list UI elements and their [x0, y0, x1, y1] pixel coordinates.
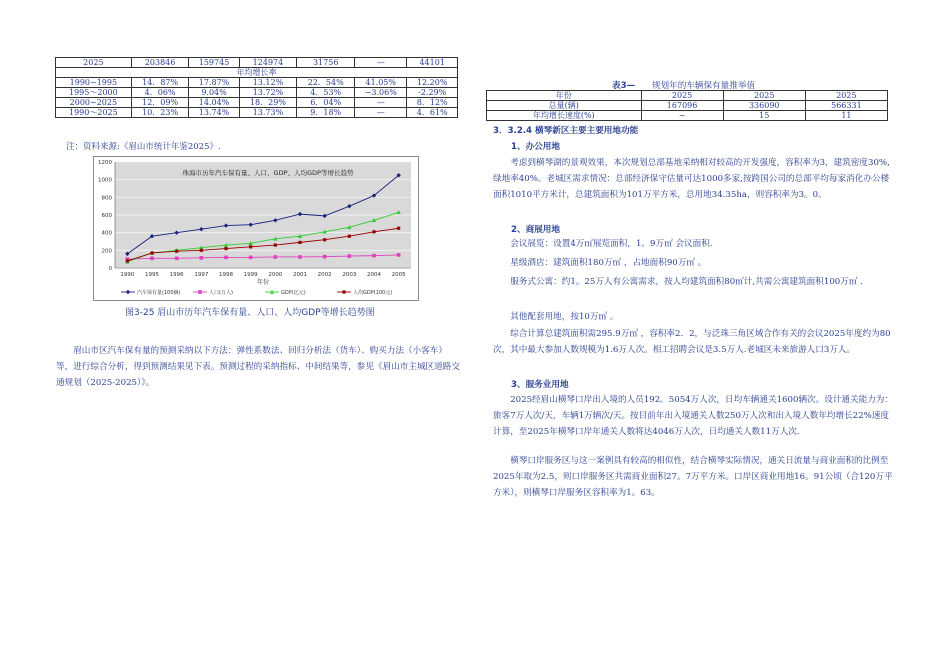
section-heading: 3．3.2.4 横琴新区主要主要用地功能	[493, 126, 639, 136]
table-row	[56, 78, 458, 88]
table-cell: 336090	[723, 101, 805, 111]
legend-label: 汽车保有量(100辆)	[137, 290, 181, 296]
table-cell: 13.74%	[189, 108, 239, 118]
table-cell: 年份	[487, 91, 642, 101]
table-cell: 2000~2025	[56, 98, 132, 108]
table-cell: 566331	[805, 101, 887, 111]
y-tick-label: 400	[101, 230, 112, 237]
data-point	[150, 256, 154, 260]
table-cell: 124974	[239, 58, 297, 68]
table-cell: 1990~1995	[56, 78, 132, 88]
data-point	[249, 245, 252, 248]
x-axis-label: 年份	[256, 279, 270, 286]
data-point	[200, 256, 204, 260]
paragraph-other: 其他配套用地，按10万㎡ 。	[510, 312, 619, 322]
paragraph-service-area: 横琴口岸服务区与这一案例具有较高的相似性，结合横琴实际情况，通关日流量与商业面积的比例至2025年取为2.5，则口岸服务区共需商业面积27。7万平方米。口岸区商业用地16。91公顷（合120万平方米），则横琴口岸服务区容积率为1。63。	[493, 456, 893, 499]
subheading-commerce: 2、商展用地	[511, 225, 560, 235]
table-cell: ~	[641, 111, 723, 121]
table-cell: 6．04%	[297, 98, 355, 108]
table-row	[487, 101, 888, 111]
data-point	[397, 253, 401, 257]
growth-table	[55, 57, 458, 118]
x-tick-label: 2002	[317, 272, 332, 278]
trend-chart-svg	[93, 156, 419, 301]
data-point	[298, 241, 301, 244]
paragraph-convention: 会议展览：设置4万㎡展览面积，1。9万㎡ 会议面积.	[510, 239, 713, 249]
table-cell: 41.05%	[355, 78, 407, 88]
x-tick-label: 2001	[293, 272, 307, 278]
table-cell: 11	[805, 111, 887, 121]
x-tick-label: 2003	[342, 272, 357, 278]
legend-label: 人口(万人)	[209, 290, 233, 296]
y-tick-label: 1200	[98, 160, 112, 166]
data-point	[224, 247, 227, 250]
table-cell: 8．12%	[407, 98, 458, 108]
table-cell: 13.72%	[239, 88, 297, 98]
paragraph-office: 考虑到横琴湖的景观效果，本次规划总部基地采纳相对较高的开发强度，容积率为3，建筑密度30%,绿地率40%。老城区需求情况：总部经济保守估量可达1000多家,按跨国公司的总部平均每家消化办公楼面积1010平方米计，总建筑面积为101万平方米，总用地34.35ha，则容积率为3。0。	[493, 158, 890, 201]
data-point	[274, 243, 277, 246]
data-point	[224, 256, 228, 260]
paragraph-apartment: 服务式公寓：约1。25万人有公寓需求，按人均建筑面积80㎡计,共需公寓建筑面积100万㎡ .	[510, 277, 863, 287]
table-row	[487, 91, 888, 101]
table-cell: 9．18%	[297, 108, 355, 118]
y-tick-label: 600	[101, 213, 112, 219]
table-section-header: 年均增长率	[56, 68, 458, 78]
data-point	[348, 235, 351, 238]
table-title: 规划年的车辆保有量推举值	[651, 81, 756, 91]
table-cell: −3.06%	[355, 88, 407, 98]
table-cell: 1995～2000	[56, 88, 132, 98]
x-tick-label: 1996	[169, 272, 184, 278]
table-cell: 2025	[805, 91, 887, 101]
table-cell: 22．54%	[297, 78, 355, 88]
subheading-service: 3、服务业用地	[511, 380, 569, 390]
y-tick-label: 1000	[98, 177, 112, 184]
table-cell: 12.20%	[407, 78, 458, 88]
x-tick-label: 1998	[219, 272, 233, 278]
table-cell: 14．87%	[131, 78, 189, 88]
table-row	[56, 58, 458, 68]
table-cell: 13.12%	[239, 78, 297, 88]
data-point	[150, 251, 153, 254]
data-point	[397, 227, 400, 230]
x-tick-label: 2004	[367, 272, 381, 278]
data-point	[249, 256, 253, 260]
table-row	[56, 98, 458, 108]
y-tick-label: 0	[108, 266, 112, 272]
paragraph-hotel: 星级酒店：建筑面积180万㎡ ，占地面积90万㎡ 。	[510, 258, 707, 268]
table-cell: 4．61%	[407, 108, 458, 118]
y-tick-label: 800	[101, 195, 112, 202]
legend-label: 人均GDP(100元)	[353, 290, 393, 296]
x-tick-label: 2000	[268, 272, 283, 278]
table-cell: 9.04%	[189, 88, 239, 98]
data-point	[348, 254, 352, 258]
table-cell: 31756	[297, 58, 355, 68]
figure-caption: 图3-25 眉山市历年汽车保有量、人口、人均GDP等增长趋势图	[125, 308, 375, 318]
legend-label: GDP(亿元)	[281, 290, 306, 296]
table-cell: 年均增长速度(%)	[487, 111, 642, 121]
table-cell: 2025	[723, 91, 805, 101]
table-cell: 2025	[56, 58, 132, 68]
data-point	[372, 230, 375, 233]
x-tick-label: 1997	[194, 272, 209, 278]
data-point	[298, 255, 302, 259]
table-cell: 167096	[641, 101, 723, 111]
table-cell: 10．23%	[131, 108, 189, 118]
table-row	[56, 88, 458, 98]
table-cell: 1990～2025	[56, 108, 132, 118]
table-number: 表3—	[612, 81, 636, 91]
data-point	[323, 255, 327, 259]
paragraph-summary: 综合计算总建筑面积需295.9万㎡ ，容积率2．2，与泛珠三角区域合作有关的会议2025年度约为80次，其中最大参加人数规模为1.6万人次。相工招聘会议是3.5万人.老城区未来旅游人口3万人。	[493, 329, 891, 356]
data-point	[175, 256, 179, 260]
table-cell: 14.04%	[189, 98, 239, 108]
data-point	[372, 254, 376, 258]
table-cell: 15	[723, 111, 805, 121]
table-cell: 17.87%	[189, 78, 239, 88]
table-row	[487, 111, 888, 121]
table-cell: —	[355, 98, 407, 108]
chart-title: 珠海市历年汽车保有量、人口、GDP、人均GDP等增长趋势	[182, 169, 354, 177]
table-cell: 4．53%	[297, 88, 355, 98]
table-cell: 2025	[641, 91, 723, 101]
table-cell: 4．06%	[131, 88, 189, 98]
table-cell: 203846	[131, 58, 189, 68]
table-cell: 44101	[407, 58, 458, 68]
table-cell: 12．09%	[131, 98, 189, 108]
data-point	[198, 290, 202, 294]
data-point	[175, 250, 178, 253]
table-cell: 13.73%	[239, 108, 297, 118]
x-tick-label: 1990	[120, 272, 135, 278]
table-cell: 159745	[189, 58, 239, 68]
table-cell: —	[355, 108, 407, 118]
paragraph-port: 2025经眉山横琴口岸出入境的人员192。5054万人次，日均车辆通关1600辆次。设计通关能力为：旅客7万人次/天，车辆1万辆次/天。按目前年出入境通关人数250万人次和出入境人数年均增长22%速度计算，至2025年横琴口岸年通关人数将达4046万人次，日均通关人数11万人次.	[493, 395, 893, 438]
table-row	[56, 108, 458, 118]
data-point	[323, 238, 326, 241]
table-cell: —	[355, 58, 407, 68]
subheading-office: 1、办公用地	[511, 142, 560, 152]
x-tick-label: 1995	[145, 272, 159, 278]
vehicle-forecast-table	[486, 90, 888, 121]
data-point	[200, 249, 203, 252]
data-point	[274, 255, 278, 259]
table-cell: 总量(辆)	[487, 101, 642, 111]
trend-chart	[93, 156, 419, 301]
left-paragraph: 眉山市区汽车保有量的预测采纳以下方法：弹性系数法、回归分析法（货车）、购买力法（小客车）等，进行综合分析，得到预测结果见下表。预测过程的采纳指标、中间结果等，参见《眉山市主城区道路交通规划（2025-2025）》。	[56, 346, 460, 389]
table-cell: -2.29%	[407, 88, 458, 98]
source-note: 注：资料来源:《眉山市统计年鉴2025》.	[66, 142, 221, 152]
x-tick-label: 1999	[243, 272, 258, 278]
x-tick-label: 2005	[391, 272, 406, 278]
y-tick-label: 200	[101, 248, 112, 255]
data-point	[126, 259, 129, 262]
data-point	[342, 290, 345, 293]
table-cell: 18．29%	[239, 98, 297, 108]
